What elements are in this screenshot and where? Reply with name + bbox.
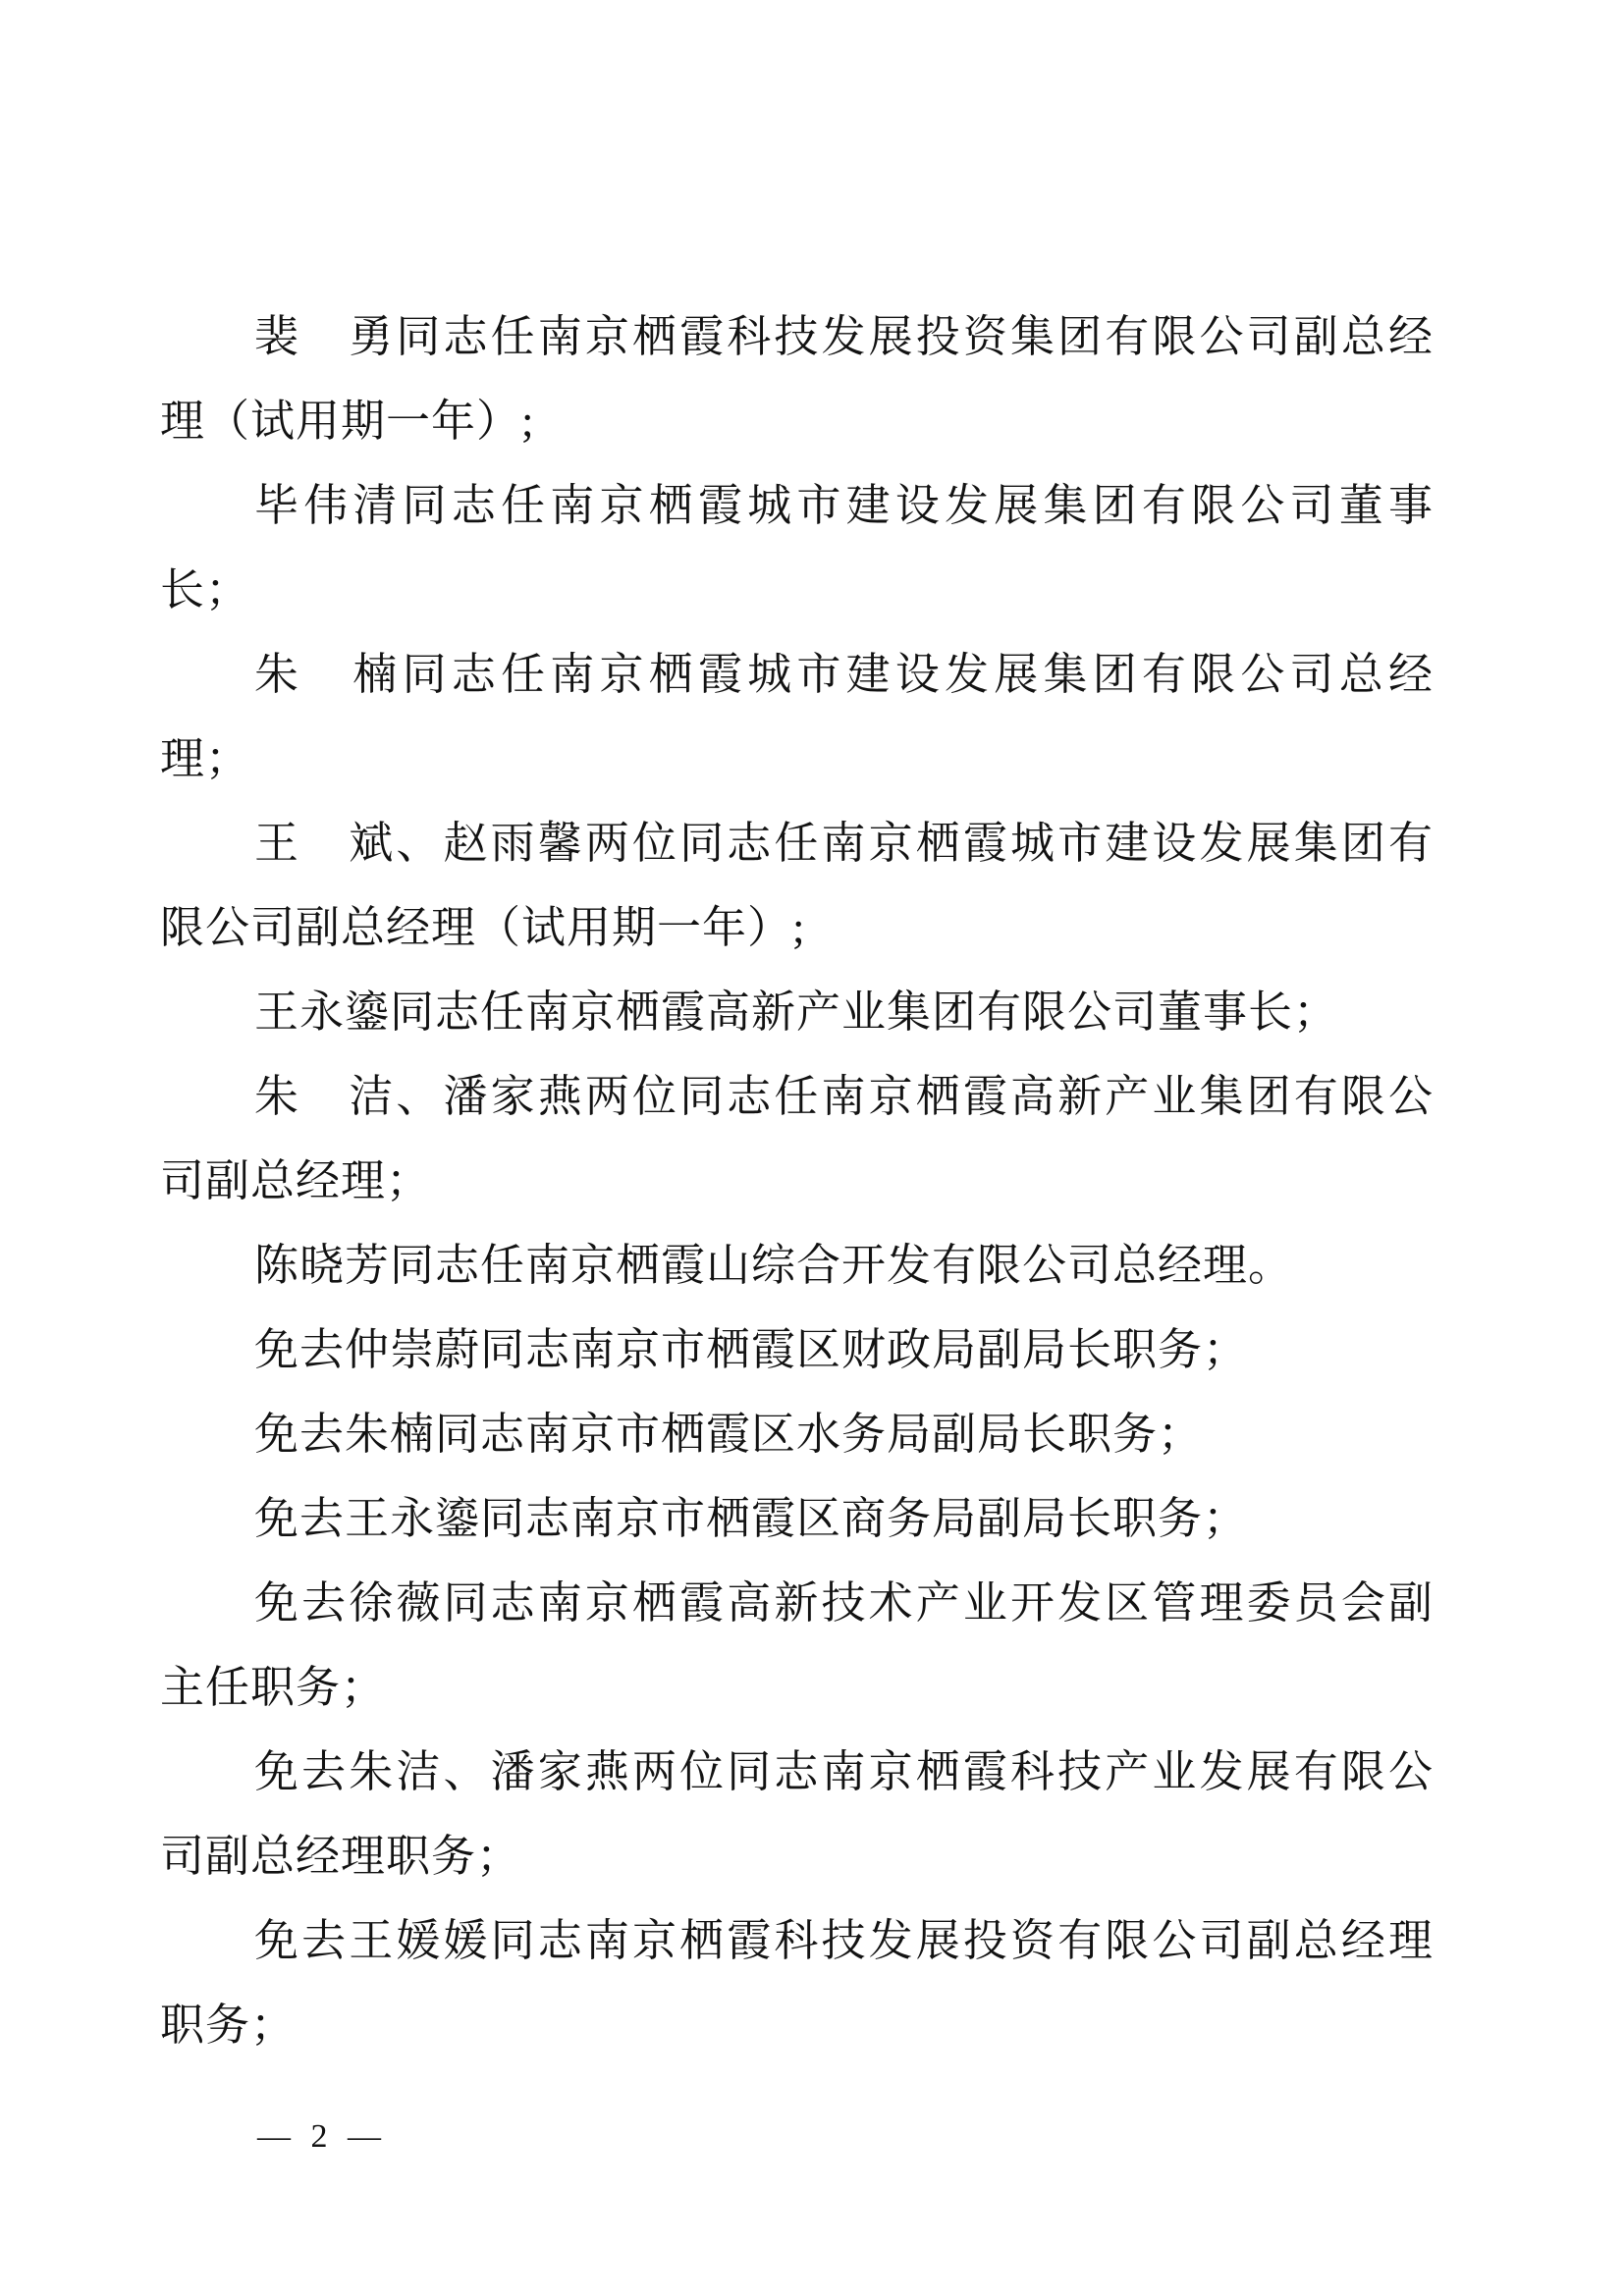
text-line: 免去徐薇同志南京栖霞高新技术产业开发区管理委员会副 xyxy=(254,1578,1434,1628)
text-line: 免去王永鎏同志南京市栖霞区商务局副局长职务； xyxy=(254,1494,1249,1543)
text-line: 免去朱洁、潘家燕两位同志南京栖霞科技产业发展有限公 xyxy=(254,1747,1434,1796)
text-line: 理（试用期一年）; xyxy=(160,397,535,446)
document-body xyxy=(160,294,1434,2067)
text-line: 毕伟清同志任南京栖霞城市建设发展集团有限公司董事 xyxy=(254,481,1434,530)
text-line: 朱 楠同志任南京栖霞城市建设发展集团有限公司总经 xyxy=(254,650,1434,699)
text-line: 理； xyxy=(160,734,251,783)
text-line: 限公司副总经理（试用期一年）; xyxy=(160,903,806,952)
text-line: 免去王媛媛同志南京栖霞科技发展投资有限公司副总经理 xyxy=(254,1916,1434,1965)
text-line: 王 斌、赵雨馨两位同志任南京栖霞城市建设发展集团有 xyxy=(254,819,1434,868)
text-line: 朱 洁、潘家燕两位同志任南京栖霞高新产业集团有限公 xyxy=(254,1072,1434,1121)
text-line: 陈晓芳同志任南京栖霞山综合开发有限公司总经理。 xyxy=(254,1241,1294,1290)
text-line: 主任职务； xyxy=(160,1663,387,1712)
text-line: 长； xyxy=(160,565,251,614)
text-line: 职务； xyxy=(160,2001,297,2050)
text-line: 免去朱楠同志南京市栖霞区水务局副局长职务； xyxy=(254,1410,1204,1459)
text-line: 免去仲崇蔚同志南京市栖霞区财政局副局长职务； xyxy=(254,1325,1249,1374)
text-line: 王永鎏同志任南京栖霞高新产业集团有限公司董事长； xyxy=(254,988,1339,1037)
text-line: 司副总经理； xyxy=(160,1156,432,1205)
text-line: 司副总经理职务； xyxy=(160,1832,522,1881)
page-number: — 2 — xyxy=(257,2118,387,2155)
text-line: 裴 勇同志任南京栖霞科技发展投资集团有限公司副总经 xyxy=(254,312,1434,361)
